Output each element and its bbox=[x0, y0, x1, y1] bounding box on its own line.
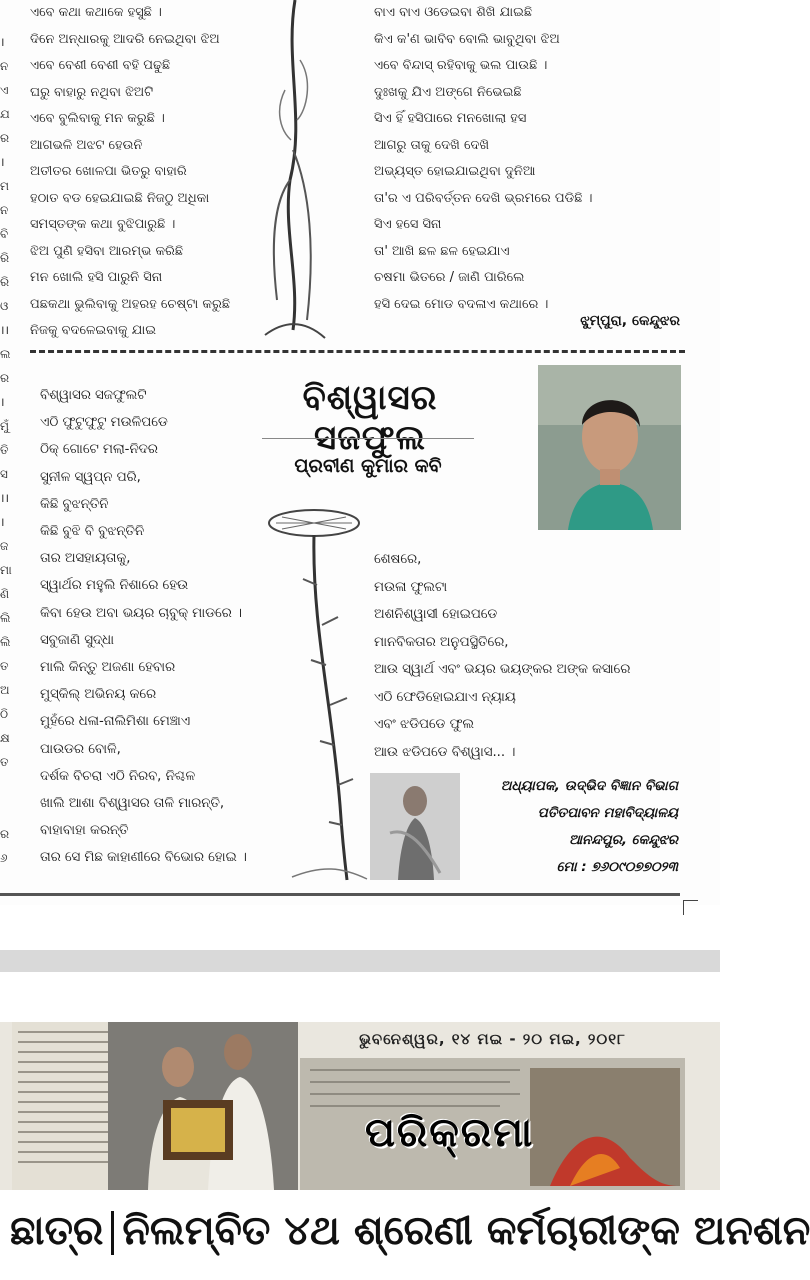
banner-newsprint-collage bbox=[12, 1022, 122, 1190]
headline-separator bbox=[111, 1211, 114, 1255]
edge-fragment: ରି bbox=[0, 251, 10, 265]
poem-line: ସିଏ ହସେ ସିନା bbox=[374, 217, 442, 232]
edge-fragment: ମୁଁ bbox=[0, 419, 9, 433]
poem1-left-column bbox=[30, 0, 230, 345]
headline-left: ଛାତ୍ର bbox=[10, 1208, 104, 1254]
edge-fragment: ମ bbox=[0, 179, 9, 193]
poem-line: ପଛକଥା ଭୁଲିବାକୁ ଅହରହ ଚେଷ୍ଟା କରୁଛି bbox=[30, 296, 231, 312]
poem-line: ଏବଂ ଝଡିପଡେ ଫୁଲ bbox=[374, 717, 474, 732]
poem-line: ସ୍ୱାର୍ଥର ମହୁଲି ନିଶାରେ ହେଉ bbox=[40, 578, 189, 594]
poem-line: ସବୁଜାଣି ସୁଦ୍ଧା bbox=[40, 632, 115, 648]
poem-line: ଶେଷରେ, bbox=[374, 552, 422, 567]
edge-fragment: ର bbox=[0, 371, 10, 385]
poem-line: ମୁହଁରେ ଧଳା-ନାଲିମିଶା ମେଞ୍ଚାଏ bbox=[40, 714, 191, 730]
edge-fragment: ରି bbox=[0, 275, 10, 289]
poem-line: ଏଠି ଫେଡିହୋଇଯାଏ ନ୍ୟାୟ bbox=[374, 689, 516, 705]
poem-line: ବାଏ ବାଏ ଓଡେଇବା ଶିଖି ଯାଇଛି bbox=[374, 5, 533, 20]
edge-fragment: ଜ bbox=[0, 539, 9, 553]
edge-fragment: ଏ bbox=[0, 83, 9, 97]
poem-line: ପାଉଡର ବୋଳି, bbox=[40, 741, 121, 757]
cut-off-left-column bbox=[0, 30, 14, 870]
edge-fragment: । bbox=[0, 35, 5, 49]
edge-fragment: ନ bbox=[0, 203, 9, 217]
poem-line: କିଛି ବୁଝନ୍ତିନି bbox=[40, 496, 109, 512]
poem-line: ସିଏ ହିଁ ହସିପାରେ ମନଖୋଲା ହସ bbox=[374, 111, 527, 126]
front-page-headline bbox=[10, 1208, 810, 1255]
poem-line: ନିଜକୁ ବଦଳେଇବାକୁ ଯାଇ bbox=[30, 323, 157, 338]
edge-fragment: ଓ bbox=[0, 299, 9, 313]
newspaper-masthead: ପରିକ୍ରମା bbox=[365, 1110, 535, 1156]
edge-fragment: ର bbox=[0, 131, 10, 145]
edge-fragment: ର bbox=[0, 827, 10, 841]
poem-line: ଖାଲି ଆଶା ବିଶ୍ୱାସର ତାଳି ମାରନ୍ତି, bbox=[40, 796, 225, 812]
edge-fragment: ୬ bbox=[0, 851, 8, 865]
plant-illustration bbox=[262, 505, 372, 885]
poem2-left-column bbox=[40, 382, 247, 872]
poem-line: ଏବେ ବୁଲିବାକୁ ମନ କରୁଛି । bbox=[30, 111, 165, 126]
poem1-right-column bbox=[374, 0, 592, 318]
poem-line: ତାର ସେ ମିଛ କାହାଣୀରେ ବିଭୋର ହୋଇ । bbox=[40, 850, 247, 866]
poem-line: ତାର ଅସହାୟତାକୁ, bbox=[40, 551, 131, 567]
banner-photo-award bbox=[108, 1022, 298, 1190]
poem-line: ତା'ର ଏ ପରିବର୍ତ୍ତନ ଦେଖି ଭ୍ରମରେ ପଡିଛି । bbox=[374, 190, 593, 206]
edge-fragment: । bbox=[0, 515, 5, 529]
edge-fragment: ଲ bbox=[0, 347, 11, 361]
poem-line: ମନ ଖୋଲି ହସି ପାରୁନି ସିନା bbox=[30, 270, 163, 285]
banner-date-line: ଭୁବନେଶ୍ୱର, ୧୪ ମଇ - ୨୦ ମଇ, ୨୦୧୮ bbox=[359, 1030, 626, 1048]
edge-fragment bbox=[0, 798, 14, 822]
edge-fragment: ।। bbox=[0, 323, 10, 337]
poem2-right-column bbox=[374, 546, 630, 766]
poem-line: ଆଉ ସ୍ୱାର୍ଥ ଏବଂ ଭୟର ଭୟଙ୍କର ଅଙ୍କ କସାରେ bbox=[374, 662, 631, 677]
poem1-credit: ଝୁମ୍ପୁରା, କେନ୍ଦୁଝର bbox=[580, 313, 680, 329]
edge-fragment: କ୍ଷ bbox=[0, 731, 10, 745]
poem2-title: ବିଶ୍ୱାସର ସଜଫୁଲ bbox=[302, 378, 438, 458]
edge-fragment: ତ bbox=[0, 659, 9, 673]
poem-line: ଘରୁ ବାହାରୁ ନଥିବା ଝିଅଟି bbox=[30, 84, 154, 100]
edge-fragment: ଲି bbox=[0, 635, 11, 649]
poem-line: ଠିକ୍ ଗୋଟେ ମଲା-ନିଦର bbox=[40, 442, 158, 458]
page-bottom-rule bbox=[0, 893, 680, 896]
poem-line: ସୁନୀଳ ସ୍ୱପ୍ନ ପରି, bbox=[40, 469, 141, 485]
edge-fragment: ସ bbox=[0, 467, 8, 481]
edge-fragment: ଣି bbox=[0, 587, 10, 601]
author-photo bbox=[538, 365, 681, 530]
headline-right: ନିଲମ୍ବିତ ୪ଥ ଶ୍ରେଣୀ କର୍ମଚାରୀଙ୍କ ଅନଶନ bbox=[122, 1208, 810, 1254]
poem-line: ଅଭ୍ୟସ୍ତ ହୋଇଯାଇଥିବା ଦୁନିଆ bbox=[374, 164, 536, 179]
poem-line: ତା' ଆଖି ଛଳ ଛଳ ହେଇଯାଏ bbox=[374, 243, 510, 259]
woman-illustration bbox=[370, 773, 460, 880]
edge-fragment: ତି bbox=[0, 443, 9, 457]
poem-line: ହଠାତ ବଡ ହେଇଯାଇଛି ନିଜଠୁ ଅଧିକା bbox=[30, 190, 210, 206]
edge-fragment: ଠି bbox=[0, 707, 9, 721]
poem-line: ଆଉ ଝଡିପଡେ ବିଶ୍ୱାସ... । bbox=[374, 744, 516, 760]
poem2-author: ପ୍ରବୀଣ କୁମାର କବି bbox=[294, 455, 442, 477]
poem-line: କିଏ କ'ଣ ଭାବିବ ବୋଲି ଭାବୁଥିବା ଝିଅ bbox=[374, 31, 560, 47]
edge-fragment: ।। bbox=[0, 491, 10, 505]
affiliation-line: ଅଧ୍ୟାପକ, ଉଦ୍ଭିଦ ବିଜ୍ଞାନ ବିଭାଗ bbox=[500, 778, 678, 794]
edge-fragment: ମା bbox=[0, 563, 12, 577]
poem-line: ବାହାବାହା କରନ୍ତି bbox=[40, 823, 129, 839]
poem-line: ବିଶ୍ୱାସର ସଜଫୁଲଟି bbox=[40, 388, 147, 403]
affiliation-line: ମୋ : ୭୬୦୯୦୭୭୦୨୩ bbox=[556, 859, 678, 875]
edge-fragment: ବି bbox=[0, 227, 9, 241]
edge-fragment: ନ bbox=[0, 59, 9, 73]
title-underline bbox=[262, 438, 474, 439]
poem-line: ଏବେ କଥା କଥାକେ ହସୁଛି । bbox=[30, 5, 162, 20]
poem-line: ଦିନେ ଅନ୍ଧାରକୁ ଆଦରି ନେଇଥିବା ଝିଅ bbox=[30, 31, 220, 47]
tree-sketch-illustration bbox=[255, 0, 335, 345]
poem-line: ଆଗରୁ ତାକୁ ଦେଖି ଦେଖି bbox=[374, 137, 490, 153]
poem-line: ଅଶନିଶ୍ୱାସୀ ହୋଇପଡେ bbox=[374, 607, 498, 622]
poem-line: ଏବେ ବେଶୀ ବେଶୀ ବହି ପଢୁଛି bbox=[30, 58, 171, 73]
poem-line: ଅତୀତର ଖୋଳପା ଭିତରୁ ବାହାରି bbox=[30, 164, 187, 179]
poem-line: ଦର୍ଶକ ବିଚରା ଏଠି ନିରବ, ନିଶ୍ଚଳ bbox=[40, 768, 196, 784]
poem-line: ଏଠି ଫୁଟୁଫୁଟୁ ମଉଳିପଡେ bbox=[40, 415, 168, 431]
affiliation-line: ଆନନ୍ଦପୁର, କେନ୍ଦୁଝର bbox=[568, 832, 678, 848]
edge-fragment bbox=[0, 774, 14, 798]
poem-line: ଚଷମା ଭିତରେ / ଜାଣି ପାରିଲେ bbox=[374, 270, 525, 285]
poem-line: ମାନବିକତାର ଅନୁପସ୍ଥିତିରେ, bbox=[374, 634, 509, 650]
crop-mark bbox=[683, 900, 698, 915]
page-gap bbox=[0, 950, 720, 972]
section-divider bbox=[30, 350, 685, 353]
poem-line: ଝିଅ ପୁଣି ହସିବା ଆରମ୍ଭ କରିଛି bbox=[30, 243, 184, 259]
edge-fragment: । bbox=[0, 155, 5, 169]
poem-line: ସମସ୍ତଙ୍କ କଥା ବୁଝିପାରୁଛି । bbox=[30, 217, 176, 232]
poet-affiliation bbox=[501, 773, 678, 881]
poem-line: ଏବେ ବିନ୍ଦାସ୍ ରହିବାକୁ ଭଲ ପାଉଛି । bbox=[374, 58, 548, 73]
poem-line: ହସି ଦେଇ ମୋଡ ବଦଳାଏ କଥାରେ । bbox=[374, 296, 549, 312]
edge-fragment: ଯ bbox=[0, 107, 10, 121]
poem-line: ମଉଳା ଫୁଲଟା bbox=[374, 579, 448, 595]
edge-fragment: ଲି bbox=[0, 611, 11, 625]
edge-fragment: ଅ bbox=[0, 683, 10, 697]
edge-fragment: । bbox=[0, 395, 5, 409]
affiliation-line: ପତିତପାବନ ମହାବିଦ୍ୟାଳୟ bbox=[537, 805, 678, 821]
poem-line: ଦୁଃଖକୁ ଯିଏ ଅଙ୍ଗେ ନିଭେଇଛି bbox=[374, 84, 522, 100]
poem-line: ମୁସ୍କିଲ୍ ଅଭିନୟ କରେ bbox=[40, 687, 157, 703]
poem-line: କିବା ହେଉ ଅବା ଭୟର ଚାବୁକ୍ ମାଡରେ । bbox=[40, 605, 242, 621]
edge-fragment: ତ bbox=[0, 755, 9, 769]
poem-line: ଆଗଭଳି ଅଝଟ ହେଉନି bbox=[30, 137, 143, 153]
poem-line: ମାଲି କିନ୍ତୁ ଅଜଣା ହେବାର bbox=[40, 660, 176, 676]
poem-line: କିଛି ବୁଝି ବି ବୁଝନ୍ତିନି bbox=[40, 524, 145, 540]
